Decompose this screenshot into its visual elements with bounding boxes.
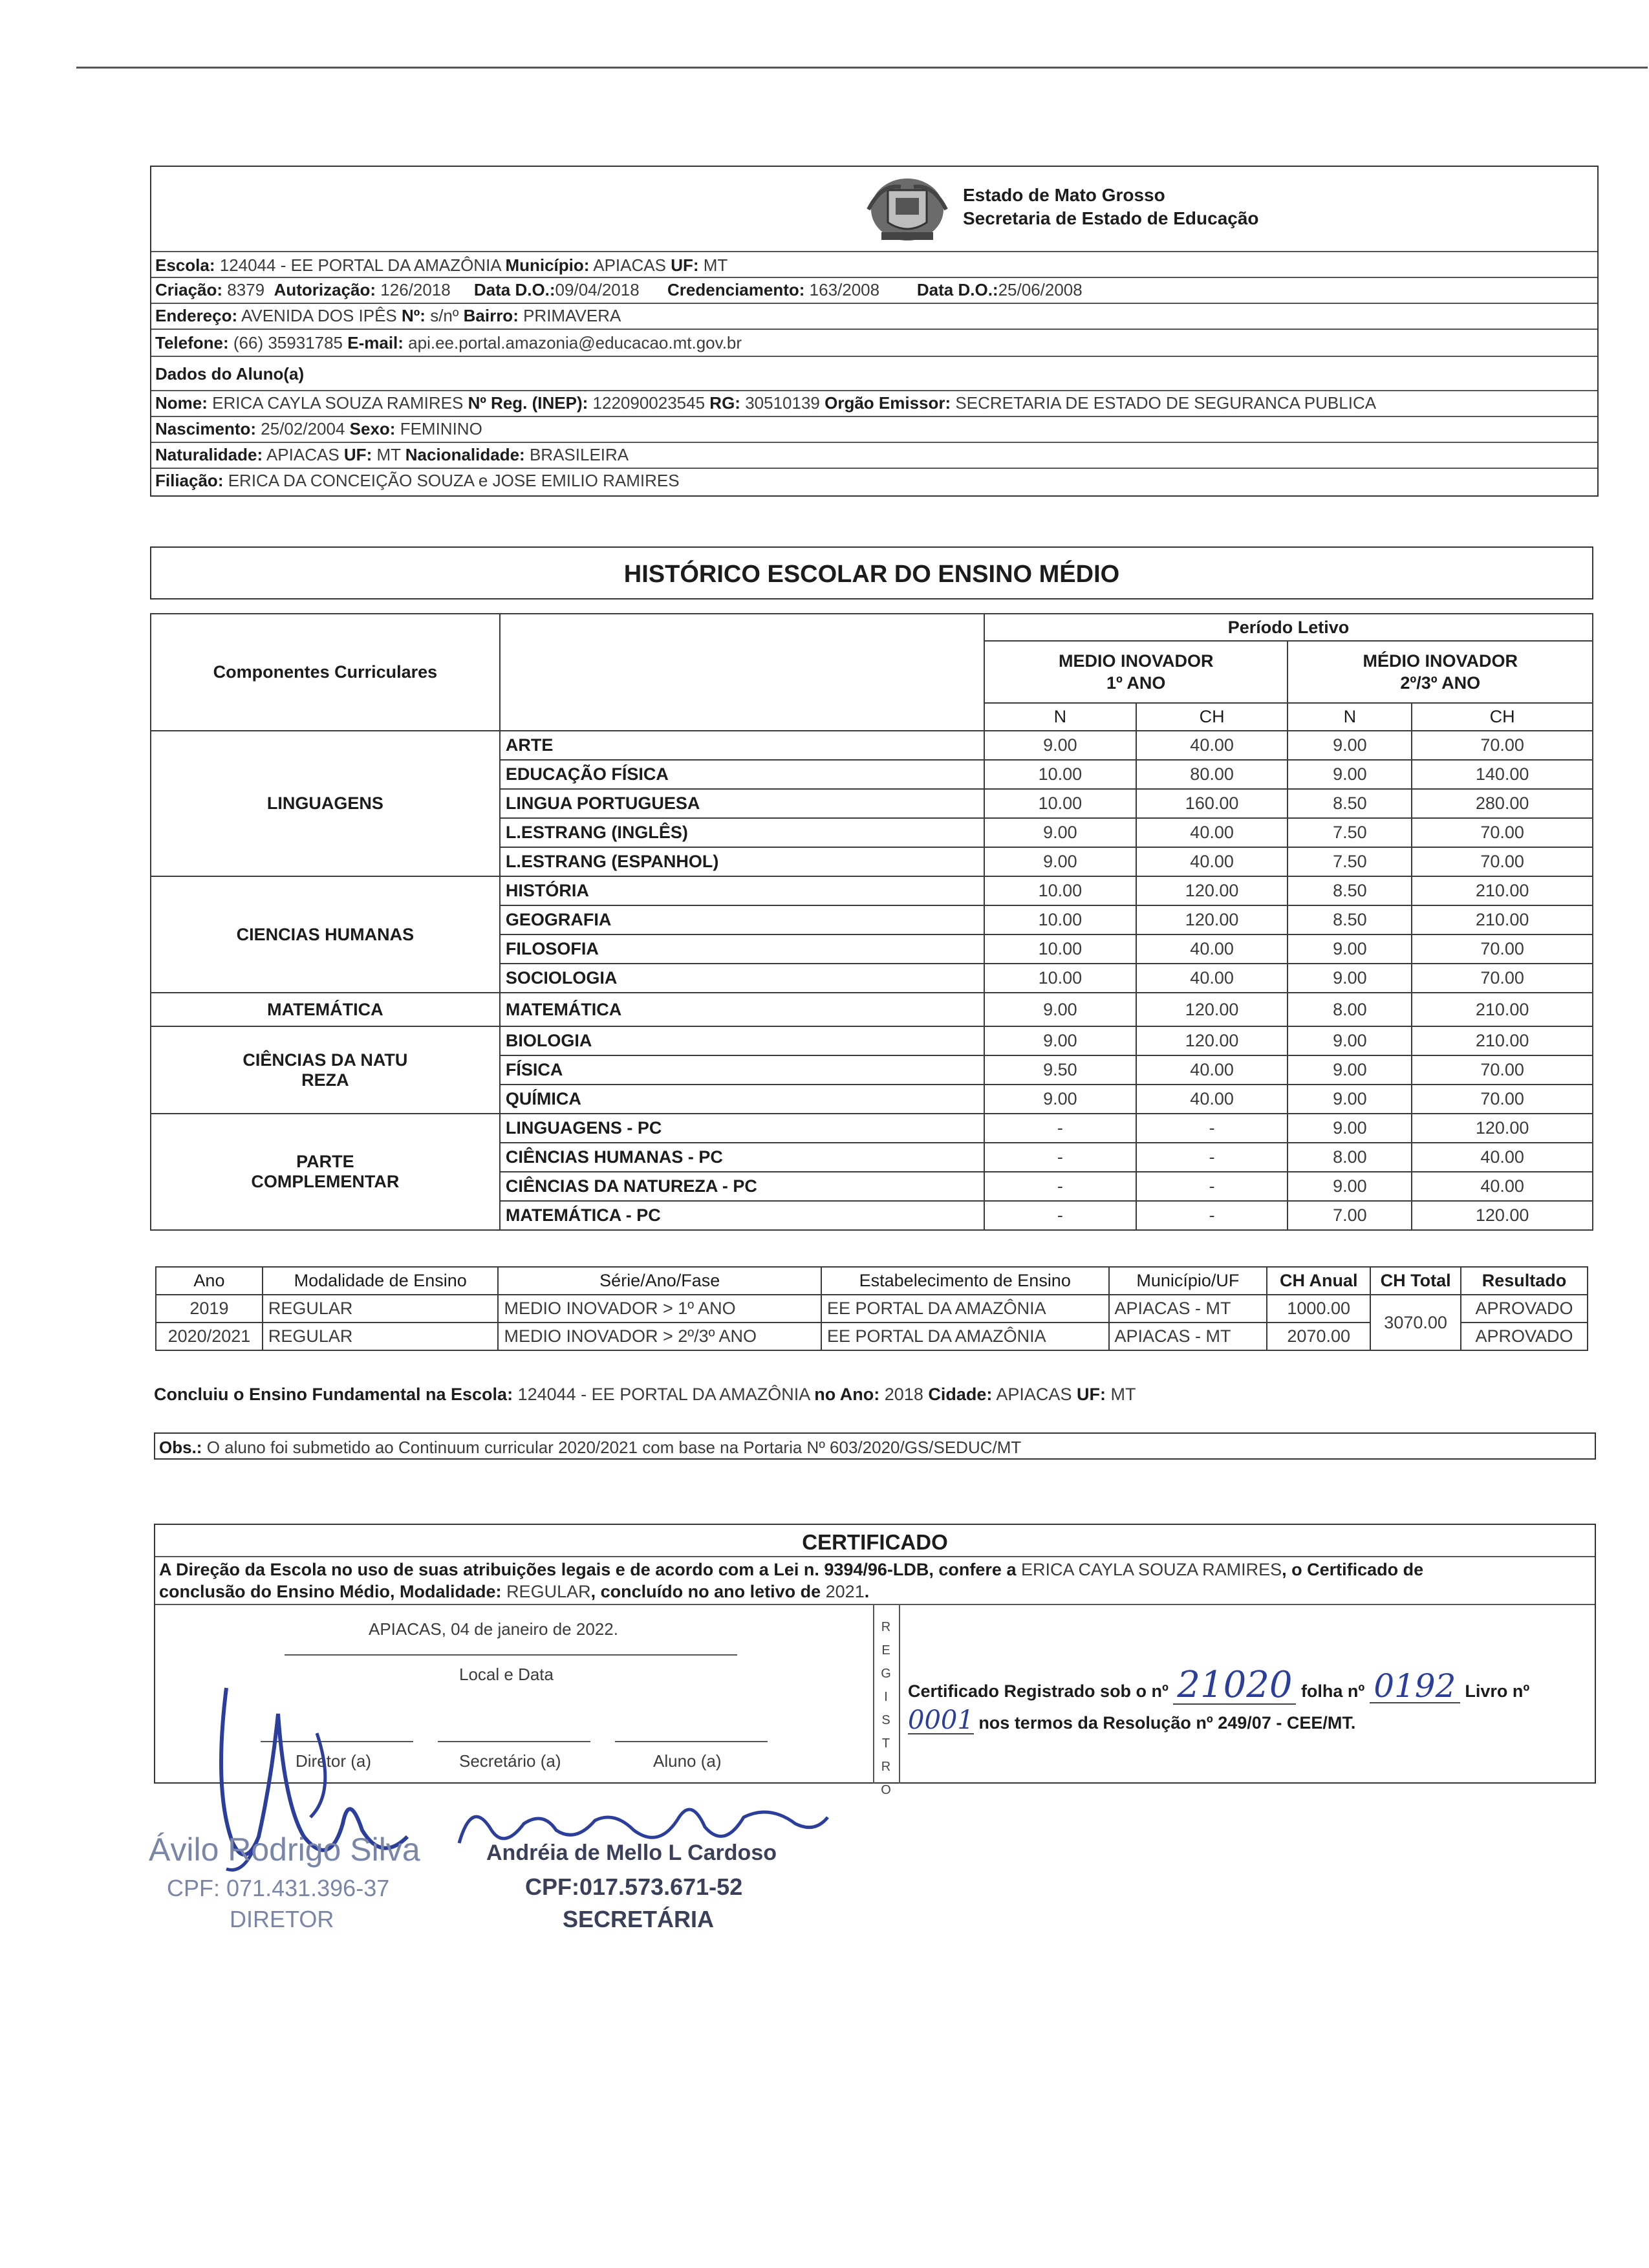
conclusion-line: Concluiu o Ensino Fundamental na Escola: 124044 - EE PORTAL DA AMAZÔNIA no Ano: 2018 Cidade: APIACAS UF: MT: [154, 1385, 1136, 1404]
subject-name: CIÊNCIAS DA NATUREZA - PC: [500, 1172, 984, 1201]
secretaria-stamp-name: Andréia de Mello L Cardoso: [486, 1841, 777, 1865]
subject-name: SOCIOLOGIA: [500, 964, 984, 993]
grade-cell-ch2: 140.00: [1412, 760, 1593, 789]
summary-cell: EE PORTAL DA AMAZÔNIA: [821, 1323, 1109, 1350]
criacao-line: Criação: 8379 Autorização: 126/2018 Data D.O.:09/04/2018 Credenciamento: 163/2008 Data D.O.:25/06/2008: [155, 280, 1083, 299]
registro-letter: S: [881, 1713, 890, 1727]
student-section-title: Dados do Aluno(a): [155, 364, 305, 383]
summary-cell: REGULAR: [263, 1323, 499, 1350]
summary-cell: APIACAS - MT: [1109, 1295, 1267, 1323]
nascimento-line: Nascimento: 25/02/2004 Sexo: FEMININO: [155, 419, 482, 438]
area-name: PARTE COMPLEMENTAR: [151, 1114, 500, 1230]
summary-header: Município/UF: [1109, 1267, 1267, 1295]
grade-cell-ch1: 40.00: [1136, 1055, 1288, 1085]
obs-text: O aluno foi submetido ao Continuum curricular 2020/2021 com base na Portaria Nº 603/2020/GS/SEDUC/MT: [206, 1438, 1022, 1457]
grade-cell-ch1: 80.00: [1136, 760, 1288, 789]
reg-number-handwritten: 21020: [1173, 1667, 1296, 1705]
secretario-label: Secretário (a): [459, 1751, 561, 1771]
n1-header: N: [984, 703, 1136, 731]
grades-table: [150, 613, 1593, 1231]
registro-letter: O: [881, 1783, 891, 1797]
grade-cell-ch2: 210.00: [1412, 905, 1593, 934]
reg-folha-handwritten: 0192: [1370, 1670, 1460, 1703]
table-row: [151, 1026, 1593, 1055]
table-row: [151, 731, 1593, 760]
componentes-header: Componentes Curriculares: [151, 614, 500, 731]
subject-name: FILOSOFIA: [500, 934, 984, 964]
subject-name: BIOLOGIA: [500, 1026, 984, 1055]
grade-cell-ch2: 70.00: [1412, 964, 1593, 993]
grade-cell-ch1: 40.00: [1136, 847, 1288, 876]
diretor-stamp-name: Ávilo Rodrigo Silva: [149, 1831, 420, 1868]
subject-name: ARTE: [500, 731, 984, 760]
grade-cell-ch2: 210.00: [1412, 993, 1593, 1026]
reg-livro-handwritten: 0001: [908, 1705, 974, 1735]
summary-cell: MEDIO INOVADOR > 1º ANO: [498, 1295, 821, 1323]
grade-cell-ch1: 120.00: [1136, 905, 1288, 934]
grade-cell-n2: 7.50: [1288, 818, 1412, 847]
school-info-box: [150, 166, 1599, 497]
registro-vertical-label: [877, 1615, 895, 1802]
summary-cell: 1000.00: [1267, 1295, 1370, 1323]
summary-header: Ano: [156, 1267, 263, 1295]
summary-header: Série/Ano/Fase: [498, 1267, 821, 1295]
grade-cell-ch2: 40.00: [1412, 1143, 1593, 1172]
area-name: CIENCIAS HUMANAS: [151, 876, 500, 993]
grade-cell-ch1: -: [1136, 1172, 1288, 1201]
subject-name: L.ESTRANG (ESPANHOL): [500, 847, 984, 876]
summary-header: Modalidade de Ensino: [263, 1267, 499, 1295]
grade-cell-n2: 8.50: [1288, 905, 1412, 934]
subject-name: LINGUA PORTUGUESA: [500, 789, 984, 818]
diretor-stamp-cpf: CPF: 071.431.396-37: [167, 1875, 390, 1901]
grade-cell-n1: 10.00: [984, 905, 1136, 934]
ch1-header: CH: [1136, 703, 1288, 731]
subject-name: HISTÓRIA: [500, 876, 984, 905]
grade-cell-n1: 9.00: [984, 818, 1136, 847]
grade-cell-ch1: 40.00: [1136, 934, 1288, 964]
grade-cell-ch2: 70.00: [1412, 818, 1593, 847]
filiacao-line: Filiação: ERICA DA CONCEIÇÃO SOUZA e JOSE EMILIO RAMIRES: [155, 471, 680, 490]
grade-cell-n2: 8.00: [1288, 993, 1412, 1026]
naturalidade-line: Naturalidade: APIACAS UF: MT Nacionalidade: BRASILEIRA: [155, 445, 629, 464]
grade-cell-n1: 10.00: [984, 934, 1136, 964]
endereco-line: Endereço: AVENIDA DOS IPÊS Nº: s/nº Bairro: PRIMAVERA: [155, 306, 621, 325]
grade-cell-ch1: -: [1136, 1114, 1288, 1143]
summary-cell: 2020/2021: [156, 1323, 263, 1350]
summary-ch-total: 3070.00: [1370, 1295, 1461, 1350]
registro-letter: G: [881, 1667, 891, 1681]
table-row: [151, 876, 1593, 905]
grade-cell-ch2: 70.00: [1412, 847, 1593, 876]
obs-box: [154, 1432, 1596, 1460]
grade-cell-n2: 8.00: [1288, 1143, 1412, 1172]
grade-cell-n1: 10.00: [984, 760, 1136, 789]
grade-cell-ch1: 40.00: [1136, 1085, 1288, 1114]
state-name: Estado de Mato Grosso: [963, 185, 1165, 205]
summary-cell: APIACAS - MT: [1109, 1323, 1267, 1350]
escola-line: Escola: 124044 - EE PORTAL DA AMAZÔNIA Município: APIACAS UF: MT: [155, 255, 728, 275]
grade-cell-n1: 9.00: [984, 731, 1136, 760]
summary-cell: REGULAR: [263, 1295, 499, 1323]
grade-cell-ch2: 70.00: [1412, 1055, 1593, 1085]
summary-header: CH Total: [1370, 1267, 1461, 1295]
grade-cell-n2: 9.00: [1288, 1085, 1412, 1114]
subject-name: EDUCAÇÃO FÍSICA: [500, 760, 984, 789]
grade-cell-n1: 9.00: [984, 993, 1136, 1026]
grade-cell-n1: -: [984, 1114, 1136, 1143]
summary-cell: MEDIO INOVADOR > 2º/3º ANO: [498, 1323, 821, 1350]
subject-name: FÍSICA: [500, 1055, 984, 1085]
grade-cell-n2: 9.00: [1288, 760, 1412, 789]
grade-cell-ch2: 280.00: [1412, 789, 1593, 818]
grade-cell-ch2: 120.00: [1412, 1114, 1593, 1143]
grade-cell-ch1: 40.00: [1136, 964, 1288, 993]
grade-cell-n2: 9.00: [1288, 731, 1412, 760]
table-row: [151, 1114, 1593, 1143]
certificate-title: CERTIFICADO: [802, 1530, 948, 1554]
subject-name: L.ESTRANG (INGLÊS): [500, 818, 984, 847]
top-rule: [76, 67, 1648, 69]
grade-cell-n1: 10.00: [984, 876, 1136, 905]
summary-header-row: [156, 1267, 1588, 1295]
grade-cell-n2: 9.00: [1288, 1114, 1412, 1143]
summary-header: CH Anual: [1267, 1267, 1370, 1295]
grade-cell-ch1: 120.00: [1136, 876, 1288, 905]
periodo-header: Período Letivo: [984, 614, 1593, 641]
summary-header: Resultado: [1461, 1267, 1588, 1295]
summary-cell: EE PORTAL DA AMAZÔNIA: [821, 1295, 1109, 1323]
grade-cell-n1: 9.00: [984, 1026, 1136, 1055]
grade-cell-n2: 9.00: [1288, 1026, 1412, 1055]
subject-name: QUÍMICA: [500, 1085, 984, 1114]
grade-cell-n1: 10.00: [984, 964, 1136, 993]
registration-line-2: 0001 nos termos da Resolução nº 249/07 - CEE/MT.: [908, 1705, 1356, 1735]
ch2-header: CH: [1412, 703, 1593, 731]
grade-cell-n2: 8.50: [1288, 789, 1412, 818]
grade-cell-ch1: 40.00: [1136, 731, 1288, 760]
grade-cell-n1: 9.00: [984, 847, 1136, 876]
area-name: MATEMÁTICA: [151, 993, 500, 1026]
grade-cell-n2: 9.00: [1288, 964, 1412, 993]
subject-name: GEOGRAFIA: [500, 905, 984, 934]
summary-header: Estabelecimento de Ensino: [821, 1267, 1109, 1295]
certificate-text-2: conclusão do Ensino Médio, Modalidade: REGULAR, concluído no ano letivo de 2021.: [159, 1582, 870, 1601]
grade-cell-ch2: 210.00: [1412, 876, 1593, 905]
grade-cell-n1: 9.00: [984, 1085, 1136, 1114]
grade-cell-ch2: 40.00: [1412, 1172, 1593, 1201]
summary-row: [156, 1295, 1588, 1323]
componentes-header-spacer: [500, 614, 984, 731]
diretor-label: Diretor (a): [296, 1751, 372, 1771]
diretor-stamp-role: DIRETOR: [230, 1906, 334, 1932]
registro-letter: R: [881, 1760, 891, 1774]
area-name: CIÊNCIAS DA NATU REZA: [151, 1026, 500, 1114]
subject-name: MATEMÁTICA: [500, 993, 984, 1026]
summary-table: [155, 1266, 1588, 1351]
n2-header: N: [1288, 703, 1412, 731]
summary-cell: APROVADO: [1461, 1323, 1588, 1350]
summary-cell: APROVADO: [1461, 1295, 1588, 1323]
grade-cell-ch1: 40.00: [1136, 818, 1288, 847]
secretaria-stamp-role: SECRETÁRIA: [563, 1906, 715, 1932]
year2-header: MÉDIO INOVADOR 2º/3º ANO: [1288, 641, 1593, 703]
grade-cell-ch2: 210.00: [1412, 1026, 1593, 1055]
grade-cell-n1: 10.00: [984, 789, 1136, 818]
grade-cell-n1: -: [984, 1172, 1136, 1201]
grade-cell-n2: 9.00: [1288, 1055, 1412, 1085]
grade-cell-n2: 9.00: [1288, 1172, 1412, 1201]
grade-cell-ch1: -: [1136, 1201, 1288, 1230]
summary-cell: 2070.00: [1267, 1323, 1370, 1350]
registro-letter: R: [881, 1620, 891, 1634]
history-title-box: [150, 546, 1593, 599]
grade-cell-n2: 9.00: [1288, 934, 1412, 964]
obs-label: Obs.:: [159, 1438, 202, 1457]
grade-cell-n1: -: [984, 1201, 1136, 1230]
secretaria-name: Secretaria de Estado de Educação: [963, 208, 1259, 228]
aluno-label: Aluno (a): [653, 1751, 722, 1771]
grade-cell-ch2: 120.00: [1412, 1201, 1593, 1230]
table-row: [151, 993, 1593, 1026]
subject-name: CIÊNCIAS HUMANAS - PC: [500, 1143, 984, 1172]
grade-cell-n2: 8.50: [1288, 876, 1412, 905]
coat-of-arms-icon: [862, 171, 953, 248]
grade-cell-ch2: 70.00: [1412, 731, 1593, 760]
grade-cell-n2: 7.50: [1288, 847, 1412, 876]
registro-letter: E: [881, 1643, 890, 1658]
history-title: HISTÓRICO ESCOLAR DO ENSINO MÉDIO: [623, 561, 1120, 588]
subject-name: LINGUAGENS - PC: [500, 1114, 984, 1143]
grade-cell-ch1: -: [1136, 1143, 1288, 1172]
year1-header: MEDIO INOVADOR 1º ANO: [984, 641, 1288, 703]
grade-cell-ch1: 120.00: [1136, 993, 1288, 1026]
registration-line-1: Certificado Registrado sob o nº 21020 folha nº 0192 Livro nº: [908, 1664, 1530, 1706]
local-data-label: Local e Data: [459, 1665, 554, 1684]
grade-cell-n1: 9.50: [984, 1055, 1136, 1085]
certificate-text-1: A Direção da Escola no uso de suas atribuições legais e de acordo com a Lei n. 9394/96-LDB, confere a ERICA CAYLA SOUZA RAMIRES, o Certificado de: [159, 1560, 1424, 1579]
subject-name: MATEMÁTICA - PC: [500, 1201, 984, 1230]
summary-cell: 2019: [156, 1295, 263, 1323]
nome-line: Nome: ERICA CAYLA SOUZA RAMIRES Nº Reg. (INEP): 122090023545 RG: 30510139 Orgão Emissor: SECRETARIA DE ESTADO DE SEGURANCA PUBLICA: [155, 393, 1377, 413]
grade-cell-n1: -: [984, 1143, 1136, 1172]
grade-cell-ch2: 70.00: [1412, 1085, 1593, 1114]
secretaria-stamp-cpf: CPF:017.573.671-52: [525, 1874, 743, 1900]
grade-cell-ch1: 160.00: [1136, 789, 1288, 818]
registro-letter: T: [881, 1736, 890, 1751]
registro-letter: I: [884, 1690, 888, 1704]
grade-cell-ch1: 120.00: [1136, 1026, 1288, 1055]
telefone-line: Telefone: (66) 35931785 E-mail: api.ee.portal.amazonia@educacao.mt.gov.br: [155, 333, 742, 352]
area-name: LINGUAGENS: [151, 731, 500, 876]
grade-cell-ch2: 70.00: [1412, 934, 1593, 964]
grade-cell-n2: 7.00: [1288, 1201, 1412, 1230]
place-date: APIACAS, 04 de janeiro de 2022.: [369, 1619, 618, 1639]
